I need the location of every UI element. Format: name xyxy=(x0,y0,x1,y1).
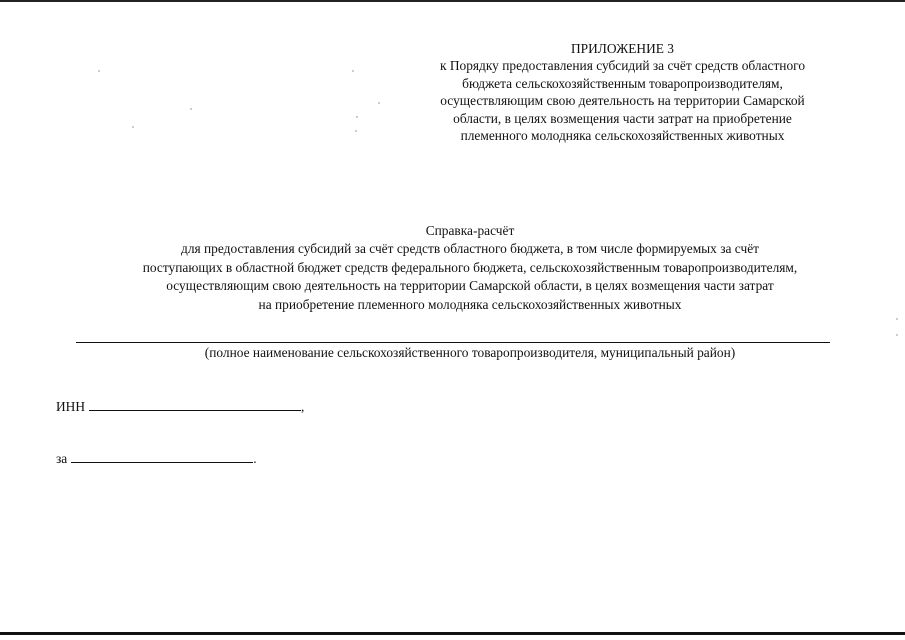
scan-speck xyxy=(132,126,134,128)
scan-speck xyxy=(356,116,358,118)
period-label: за xyxy=(56,451,68,466)
scan-speck xyxy=(190,108,192,110)
page-bottom-border xyxy=(0,632,905,635)
appendix-line: бюджета сельскохозяйственным товаропроизводителям, xyxy=(462,75,783,91)
scan-speck xyxy=(896,318,898,320)
period-field[interactable] xyxy=(71,450,253,463)
producer-name-caption: (полное наименование сельскохозяйственного товаропроизводителя, муниципальный район) xyxy=(204,345,736,360)
producer-name-blank[interactable] xyxy=(76,342,830,343)
document-subtitle-line: поступающих в областной бюджет средств федерального бюджета, сельскохозяйственным товаропроизводителям, xyxy=(142,259,798,275)
document-subtitle-line: осуществляющим свою деятельность на территории Самарской области, в целях возмещения части затрат xyxy=(166,278,774,294)
page-top-border xyxy=(0,0,905,2)
inn-punct: , xyxy=(301,399,305,414)
inn-row xyxy=(56,398,304,416)
scan-speck xyxy=(352,70,354,72)
period-punct: . xyxy=(253,451,257,466)
appendix-heading: ПРИЛОЖЕНИЕ 3 xyxy=(571,41,674,56)
scan-speck xyxy=(896,334,898,336)
document-title-block xyxy=(40,222,900,314)
appendix-line: области, в целях возмещения части затрат на приобретение xyxy=(453,110,792,126)
inn-label: ИНН xyxy=(56,399,86,414)
scan-speck xyxy=(378,102,380,104)
scan-speck xyxy=(355,130,357,132)
inn-field[interactable] xyxy=(89,398,301,411)
appendix-header xyxy=(400,40,845,144)
document-subtitle-line: для предоставления субсидий за счёт средств областного бюджета, в том числе формируемых за счёт xyxy=(181,241,759,257)
document-subtitle-line: на приобретение племенного молодняка сельскохозяйственных животных xyxy=(258,296,682,312)
appendix-line: осуществляющим свою деятельность на территории Самарской xyxy=(440,93,805,109)
appendix-line: к Порядку предоставления субсидий за счёт средств областного xyxy=(439,58,806,74)
period-row xyxy=(56,450,257,468)
scan-speck xyxy=(98,70,100,72)
appendix-line: племенного молодняка сельскохозяйственных животных xyxy=(460,128,785,144)
document-title: Справка-расчёт xyxy=(425,223,515,238)
